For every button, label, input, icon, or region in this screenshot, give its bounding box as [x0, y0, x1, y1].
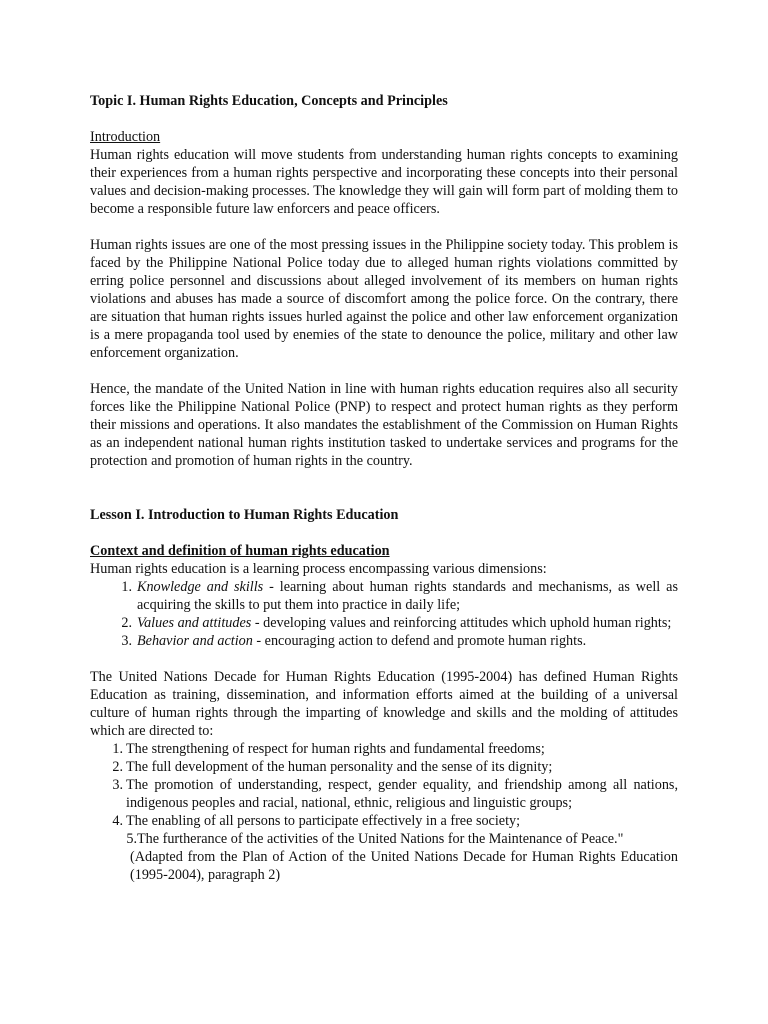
list-number: 1. — [121, 579, 132, 595]
topic-heading: Topic I. Human Rights Education, Concepts and Principles — [90, 93, 448, 109]
context-title: Context and definition of human rights education — [90, 543, 390, 559]
list-text: The full development of the human personality and the sense of its dignity; — [126, 759, 553, 775]
list-text: The furtherance of the activities of the United Nations for the Maintenance of Peace." — [137, 831, 624, 847]
intro-paragraph-1: Human rights education will move students from understanding human rights concepts to examining their experiences from a human rights perspective and incorporating these concepts into their personal values and decision-making processes. The knowledge they will gain will form part of molding them to become a responsible future law enforcers and peace officers. — [90, 147, 678, 217]
citation: (Adapted from the Plan of Action of the United Nations Decade for Human Rights Education (1995-2004), paragraph 2) — [130, 849, 678, 883]
list-text — [137, 632, 678, 650]
dimensions-list — [90, 578, 678, 650]
list-item — [90, 758, 678, 776]
dimension-term: Values and attitudes — [137, 615, 252, 631]
list-item — [90, 830, 678, 848]
list-item — [90, 614, 678, 632]
list-number: 3. — [112, 777, 123, 793]
decade-list — [90, 740, 678, 848]
lesson-heading: Lesson I. Introduction to Human Rights Education — [90, 507, 399, 523]
document-body — [90, 92, 678, 884]
list-number: 1. — [112, 741, 123, 757]
list-item — [90, 578, 678, 614]
dimension-term: Knowledge and skills — [137, 579, 264, 595]
dimension-term: Behavior and action — [137, 633, 253, 649]
dimension-desc: - encouraging action to defend and promote human rights. — [252, 633, 587, 649]
introduction-title: Introduction — [90, 129, 161, 145]
intro-paragraph-2: Human rights issues are one of the most pressing issues in the Philippine society today. This problem is faced by the Philippine National Police today due to alleged human rights violations committed by erring police personnel and discussions about alleged involvement of its members on human rights violations and abuses has made a source of discomfort among the police force. On the contrary, there are situation that human rights issues hurled against the police and other law enforcement organization is a mere propaganda tool used by enemies of the state to denounce the police, military and other law enforcement organization. — [90, 237, 678, 361]
list-number: 2. — [121, 615, 132, 631]
intro-paragraph-3: Hence, the mandate of the United Nation in line with human rights education requires also all security forces like the Philippine National Police (PNP) to respect and protect human rights as they perform their missions and operations. It also mandates the establishment of the Commission on Human Rights as an independent national human rights institution tasked to undertake services and programs for the protection and promotion of human rights in the country. — [90, 381, 678, 469]
list-number: 4. — [112, 813, 123, 829]
list-text — [137, 578, 678, 614]
list-item — [90, 632, 678, 650]
list-text: The promotion of understanding, respect, gender equality, and friendship among all nations, indigenous peoples and racial, national, ethnic, religious and linguistic groups; — [126, 777, 678, 811]
decade-paragraph: The United Nations Decade for Human Rights Education (1995-2004) has defined Human Rights Education as training, dissemination, and information efforts aimed at the building of a universal culture of human rights through the imparting of knowledge and skills and the molding of attitudes which are directed to: — [90, 669, 678, 739]
list-text: The enabling of all persons to participate effectively in a free society; — [126, 813, 521, 829]
list-item — [90, 740, 678, 758]
context-lead: Human rights education is a learning process encompassing various dimensions: — [90, 561, 547, 577]
dimension-desc: - developing values and reinforcing attitudes which uphold human rights; — [251, 615, 672, 631]
dimension-desc: - learning about human rights standards and mechanisms, as well as acquiring the skills to put them into practice in daily life; — [137, 579, 678, 613]
list-text: The strengthening of respect for human rights and fundamental freedoms; — [126, 741, 545, 757]
list-number: 2. — [112, 759, 123, 775]
list-item — [90, 776, 678, 812]
list-item — [90, 812, 678, 830]
list-text — [137, 614, 678, 632]
list-number: 5. — [126, 831, 137, 847]
list-number: 3. — [121, 633, 132, 649]
